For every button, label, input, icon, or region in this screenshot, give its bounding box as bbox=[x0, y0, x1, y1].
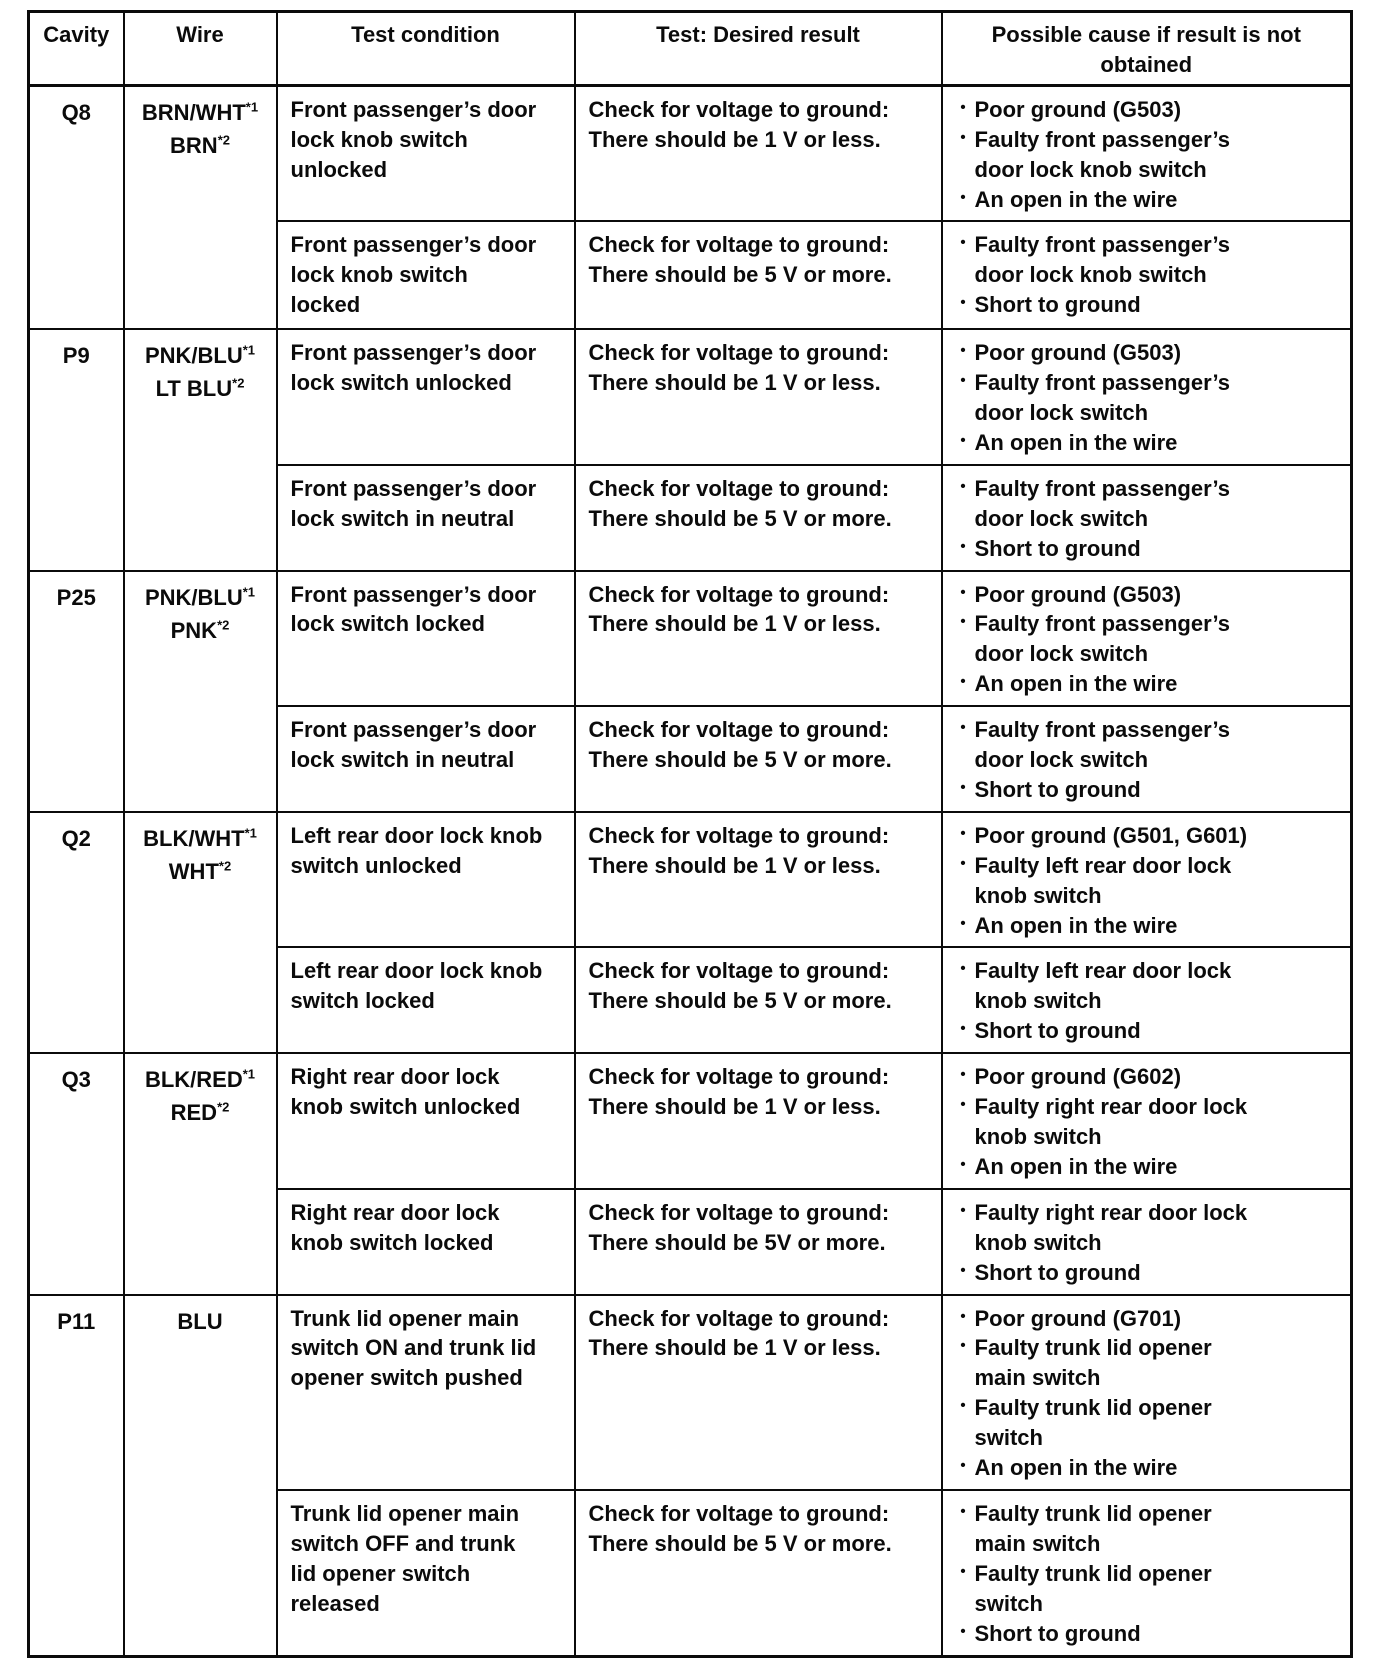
bullet-icon: • bbox=[960, 1201, 966, 1219]
result-cell: Check for voltage to ground: There should be 1 V or less. bbox=[575, 1053, 942, 1189]
causes-cell bbox=[942, 1295, 1352, 1490]
cause-text: Faulty front passenger’s door lock switch bbox=[974, 475, 1231, 531]
causes-cell bbox=[942, 947, 1352, 1053]
causes-cell bbox=[942, 812, 1352, 948]
cause-text: Faulty left rear door lock knob switch bbox=[974, 852, 1232, 908]
cause-text: Short to ground bbox=[974, 535, 1141, 561]
cause-text: Short to ground bbox=[974, 1620, 1141, 1646]
cause-item bbox=[952, 1016, 1267, 1046]
cause-text: An open in the wire bbox=[974, 912, 1178, 938]
result-cell: Check for voltage to ground: There should be 1 V or less. bbox=[575, 85, 942, 221]
bullet-icon: • bbox=[960, 673, 966, 691]
condition-cell: Front passenger’s door lock knob switch unlocked bbox=[277, 85, 575, 221]
footnote-mark: *2 bbox=[232, 375, 245, 391]
bullet-icon: • bbox=[960, 1096, 966, 1114]
footnote-mark: *1 bbox=[245, 99, 259, 115]
bullet-icon: • bbox=[960, 778, 966, 796]
bullet-icon: • bbox=[960, 477, 966, 495]
condition-cell: Left rear door lock knob switch locked bbox=[277, 947, 575, 1053]
cause-text: Short to ground bbox=[974, 292, 1141, 318]
cause-item bbox=[952, 956, 1267, 1016]
wire-cell bbox=[124, 812, 277, 1053]
cause-text: Short to ground bbox=[974, 1259, 1141, 1285]
cause-item bbox=[952, 338, 1267, 368]
cavity-cell: P9 bbox=[29, 329, 124, 570]
bullet-icon: • bbox=[960, 1502, 966, 1520]
wire-color-code: BRN/WHT bbox=[141, 99, 246, 125]
cause-text: Faulty front passenger’s door lock switch bbox=[974, 370, 1231, 425]
cause-text: Faulty front passenger’s door lock knob switch bbox=[974, 126, 1231, 182]
wire-color-code: WHT bbox=[168, 858, 219, 884]
bullet-icon: • bbox=[960, 431, 966, 449]
column-header-wire: Wire bbox=[124, 12, 277, 86]
footnote-mark: *1 bbox=[242, 584, 256, 600]
column-header-possible-cause: Possible cause if result is not obtained bbox=[942, 12, 1352, 86]
cause-item bbox=[952, 95, 1267, 125]
wire-cell bbox=[124, 571, 277, 812]
result-cell: Check for voltage to ground: There should be 5 V or more. bbox=[575, 947, 942, 1053]
condition-cell: Front passenger’s door lock switch unlocked bbox=[277, 329, 575, 465]
footnote-mark: *1 bbox=[242, 1066, 256, 1082]
wire-color-code: BLK/RED bbox=[144, 1067, 243, 1093]
wire-color-code: LT BLU bbox=[155, 376, 233, 402]
cause-text: Poor ground (G503) bbox=[974, 581, 1182, 607]
cause-item bbox=[952, 1062, 1267, 1092]
header-row bbox=[29, 12, 1352, 86]
wire-cell bbox=[124, 329, 277, 570]
bullet-icon: • bbox=[960, 1397, 966, 1415]
result-cell: Check for voltage to ground: There should be 5 V or more. bbox=[575, 221, 942, 329]
cause-item bbox=[952, 1198, 1267, 1258]
condition-cell: Front passenger’s door lock switch in neutral bbox=[277, 706, 575, 812]
bullet-icon: • bbox=[960, 1307, 966, 1325]
cause-text: Faulty left rear door lock knob switch bbox=[974, 958, 1232, 1014]
causes-cell bbox=[942, 1189, 1352, 1295]
bullet-icon: • bbox=[960, 1020, 966, 1038]
cause-item bbox=[952, 1152, 1267, 1182]
wire-value bbox=[126, 339, 275, 372]
column-header-desired-result: Test: Desired result bbox=[575, 12, 942, 86]
bullet-icon: • bbox=[960, 1155, 966, 1173]
wire-value bbox=[126, 581, 275, 614]
table-row bbox=[29, 571, 1352, 707]
wire-color-code: PNK bbox=[170, 617, 218, 643]
table-row bbox=[29, 812, 1352, 948]
cause-item bbox=[952, 290, 1267, 320]
condition-cell: Trunk lid opener main switch OFF and trunk lid opener switch released bbox=[277, 1490, 575, 1656]
cause-text: An open in the wire bbox=[974, 1455, 1178, 1481]
bullet-icon: • bbox=[960, 128, 966, 146]
condition-cell: Left rear door lock knob switch unlocked bbox=[277, 812, 575, 948]
cause-item bbox=[952, 125, 1267, 185]
wire-value bbox=[126, 96, 275, 129]
cavity-cell: Q3 bbox=[29, 1053, 124, 1294]
causes-cell bbox=[942, 85, 1352, 221]
cause-text: Faulty front passenger’s door lock knob switch bbox=[974, 232, 1231, 288]
wire-cell bbox=[124, 85, 277, 329]
result-cell: Check for voltage to ground: There should be 5 V or more. bbox=[575, 1490, 942, 1656]
wire-value bbox=[126, 1096, 275, 1129]
table-row bbox=[29, 1053, 1352, 1189]
cause-item bbox=[952, 185, 1267, 215]
wire-value bbox=[126, 614, 275, 647]
cause-text: Faulty trunk lid opener switch bbox=[974, 1395, 1212, 1451]
cause-item bbox=[952, 775, 1267, 805]
cause-item bbox=[952, 1619, 1267, 1649]
cause-item bbox=[952, 609, 1267, 669]
causes-cell bbox=[942, 465, 1352, 571]
bullet-icon: • bbox=[960, 537, 966, 555]
causes-cell bbox=[942, 1053, 1352, 1189]
cause-item bbox=[952, 230, 1267, 290]
causes-cell bbox=[942, 571, 1352, 707]
bullet-icon: • bbox=[960, 719, 966, 737]
bullet-icon: • bbox=[960, 960, 966, 978]
causes-cell bbox=[942, 329, 1352, 465]
cause-item bbox=[952, 851, 1267, 911]
result-cell: Check for voltage to ground: There should be 5V or more. bbox=[575, 1189, 942, 1295]
cause-text: Poor ground (G701) bbox=[974, 1305, 1182, 1331]
bullet-icon: • bbox=[960, 1457, 966, 1475]
cavity-cell: Q8 bbox=[29, 85, 124, 329]
cause-item bbox=[952, 1499, 1267, 1559]
wire-cell bbox=[124, 1295, 277, 1656]
cause-item bbox=[952, 474, 1267, 534]
bullet-icon: • bbox=[960, 98, 966, 116]
cause-item bbox=[952, 1304, 1267, 1334]
result-cell: Check for voltage to ground: There should be 5 V or more. bbox=[575, 706, 942, 812]
bullet-icon: • bbox=[960, 1562, 966, 1580]
cause-item bbox=[952, 1393, 1267, 1453]
bullet-icon: • bbox=[960, 234, 966, 252]
cause-text: Poor ground (G501, G601) bbox=[974, 822, 1248, 848]
wire-value bbox=[126, 855, 275, 888]
wire-color-code: PNK/BLU bbox=[144, 343, 243, 369]
result-cell: Check for voltage to ground: There should be 1 V or less. bbox=[575, 329, 942, 465]
bullet-icon: • bbox=[960, 854, 966, 872]
cause-text: Short to ground bbox=[974, 776, 1141, 802]
wire-cell bbox=[124, 1053, 277, 1294]
cause-item bbox=[952, 580, 1267, 610]
cause-item bbox=[952, 534, 1267, 564]
table-row bbox=[29, 1295, 1352, 1490]
wire-color-code: BRN bbox=[170, 132, 218, 158]
cause-item bbox=[952, 1333, 1267, 1393]
result-cell: Check for voltage to ground: There should be 5 V or more. bbox=[575, 465, 942, 571]
cause-text: Poor ground (G602) bbox=[974, 1064, 1182, 1090]
cause-item bbox=[952, 1092, 1267, 1152]
wire-color-code: BLU bbox=[177, 1308, 223, 1334]
cause-text: An open in the wire bbox=[974, 186, 1178, 212]
cause-item bbox=[952, 669, 1267, 699]
column-header-test-condition: Test condition bbox=[277, 12, 575, 86]
cause-text: Faulty front passenger’s door lock switch bbox=[974, 717, 1231, 773]
footnote-mark: *2 bbox=[217, 617, 230, 633]
cause-text: Faulty front passenger’s door lock switch bbox=[974, 611, 1231, 667]
bullet-icon: • bbox=[960, 613, 966, 631]
cause-text: An open in the wire bbox=[974, 671, 1178, 697]
condition-cell: Trunk lid opener main switch ON and trunk lid opener switch pushed bbox=[277, 1295, 575, 1490]
bullet-icon: • bbox=[960, 1622, 966, 1640]
wire-color-code: BLK/WHT bbox=[143, 825, 245, 851]
column-header-cavity: Cavity bbox=[29, 12, 124, 86]
wire-value bbox=[126, 822, 275, 855]
condition-cell: Right rear door lock knob switch unlocked bbox=[277, 1053, 575, 1189]
bullet-icon: • bbox=[960, 824, 966, 842]
cause-text: Faulty right rear door lock knob switch bbox=[974, 1094, 1248, 1149]
cause-text: Faulty trunk lid opener main switch bbox=[974, 1500, 1212, 1556]
troubleshooting-table bbox=[27, 10, 1353, 1658]
bullet-icon: • bbox=[960, 188, 966, 206]
table-row bbox=[29, 85, 1352, 221]
bullet-icon: • bbox=[960, 342, 966, 360]
bullet-icon: • bbox=[960, 294, 966, 312]
cause-item bbox=[952, 911, 1267, 941]
causes-cell bbox=[942, 221, 1352, 329]
cause-text: Poor ground (G503) bbox=[974, 96, 1182, 122]
bullet-icon: • bbox=[960, 372, 966, 390]
condition-cell: Front passenger’s door lock knob switch locked bbox=[277, 221, 575, 329]
bullet-icon: • bbox=[960, 1066, 966, 1084]
bullet-icon: • bbox=[960, 1261, 966, 1279]
condition-cell: Right rear door lock knob switch locked bbox=[277, 1189, 575, 1295]
cause-text: Faulty trunk lid opener main switch bbox=[974, 1335, 1212, 1391]
cause-text: Poor ground (G503) bbox=[974, 340, 1182, 366]
cause-text: An open in the wire bbox=[974, 429, 1178, 455]
cause-item bbox=[952, 821, 1267, 851]
cavity-cell: P25 bbox=[29, 571, 124, 812]
result-cell: Check for voltage to ground: There should be 1 V or less. bbox=[575, 1295, 942, 1490]
result-cell: Check for voltage to ground: There should be 1 V or less. bbox=[575, 571, 942, 707]
wire-color-code: PNK/BLU bbox=[144, 584, 243, 610]
wire-value bbox=[126, 1063, 275, 1096]
condition-cell: Front passenger’s door lock switch locked bbox=[277, 571, 575, 707]
table-row bbox=[29, 329, 1352, 465]
causes-cell bbox=[942, 1490, 1352, 1656]
cavity-cell: P11 bbox=[29, 1295, 124, 1656]
wire-value bbox=[126, 1305, 275, 1338]
wire-color-code: RED bbox=[170, 1100, 218, 1126]
result-cell: Check for voltage to ground: There should be 1 V or less. bbox=[575, 812, 942, 948]
footnote-mark: *2 bbox=[217, 132, 230, 148]
bullet-icon: • bbox=[960, 583, 966, 601]
cause-item bbox=[952, 428, 1267, 458]
footnote-mark: *2 bbox=[217, 1099, 230, 1115]
cause-item bbox=[952, 715, 1267, 775]
cavity-cell: Q2 bbox=[29, 812, 124, 1053]
cause-item bbox=[952, 1258, 1267, 1288]
cause-item bbox=[952, 1453, 1267, 1483]
bullet-icon: • bbox=[960, 914, 966, 932]
footnote-mark: *1 bbox=[242, 342, 256, 358]
wire-value bbox=[126, 129, 275, 162]
footnote-mark: *2 bbox=[218, 858, 232, 874]
causes-cell bbox=[942, 706, 1352, 812]
cause-text: Short to ground bbox=[974, 1018, 1141, 1044]
cause-text: Faulty right rear door lock knob switch bbox=[974, 1199, 1248, 1255]
wire-value bbox=[126, 372, 275, 405]
bullet-icon: • bbox=[960, 1337, 966, 1355]
footnote-mark: *1 bbox=[244, 825, 257, 841]
cause-text: An open in the wire bbox=[974, 1153, 1178, 1179]
cause-item bbox=[952, 1559, 1267, 1619]
cause-text: Faulty trunk lid opener switch bbox=[974, 1560, 1212, 1616]
condition-cell: Front passenger’s door lock switch in neutral bbox=[277, 465, 575, 571]
cause-item bbox=[952, 368, 1267, 428]
